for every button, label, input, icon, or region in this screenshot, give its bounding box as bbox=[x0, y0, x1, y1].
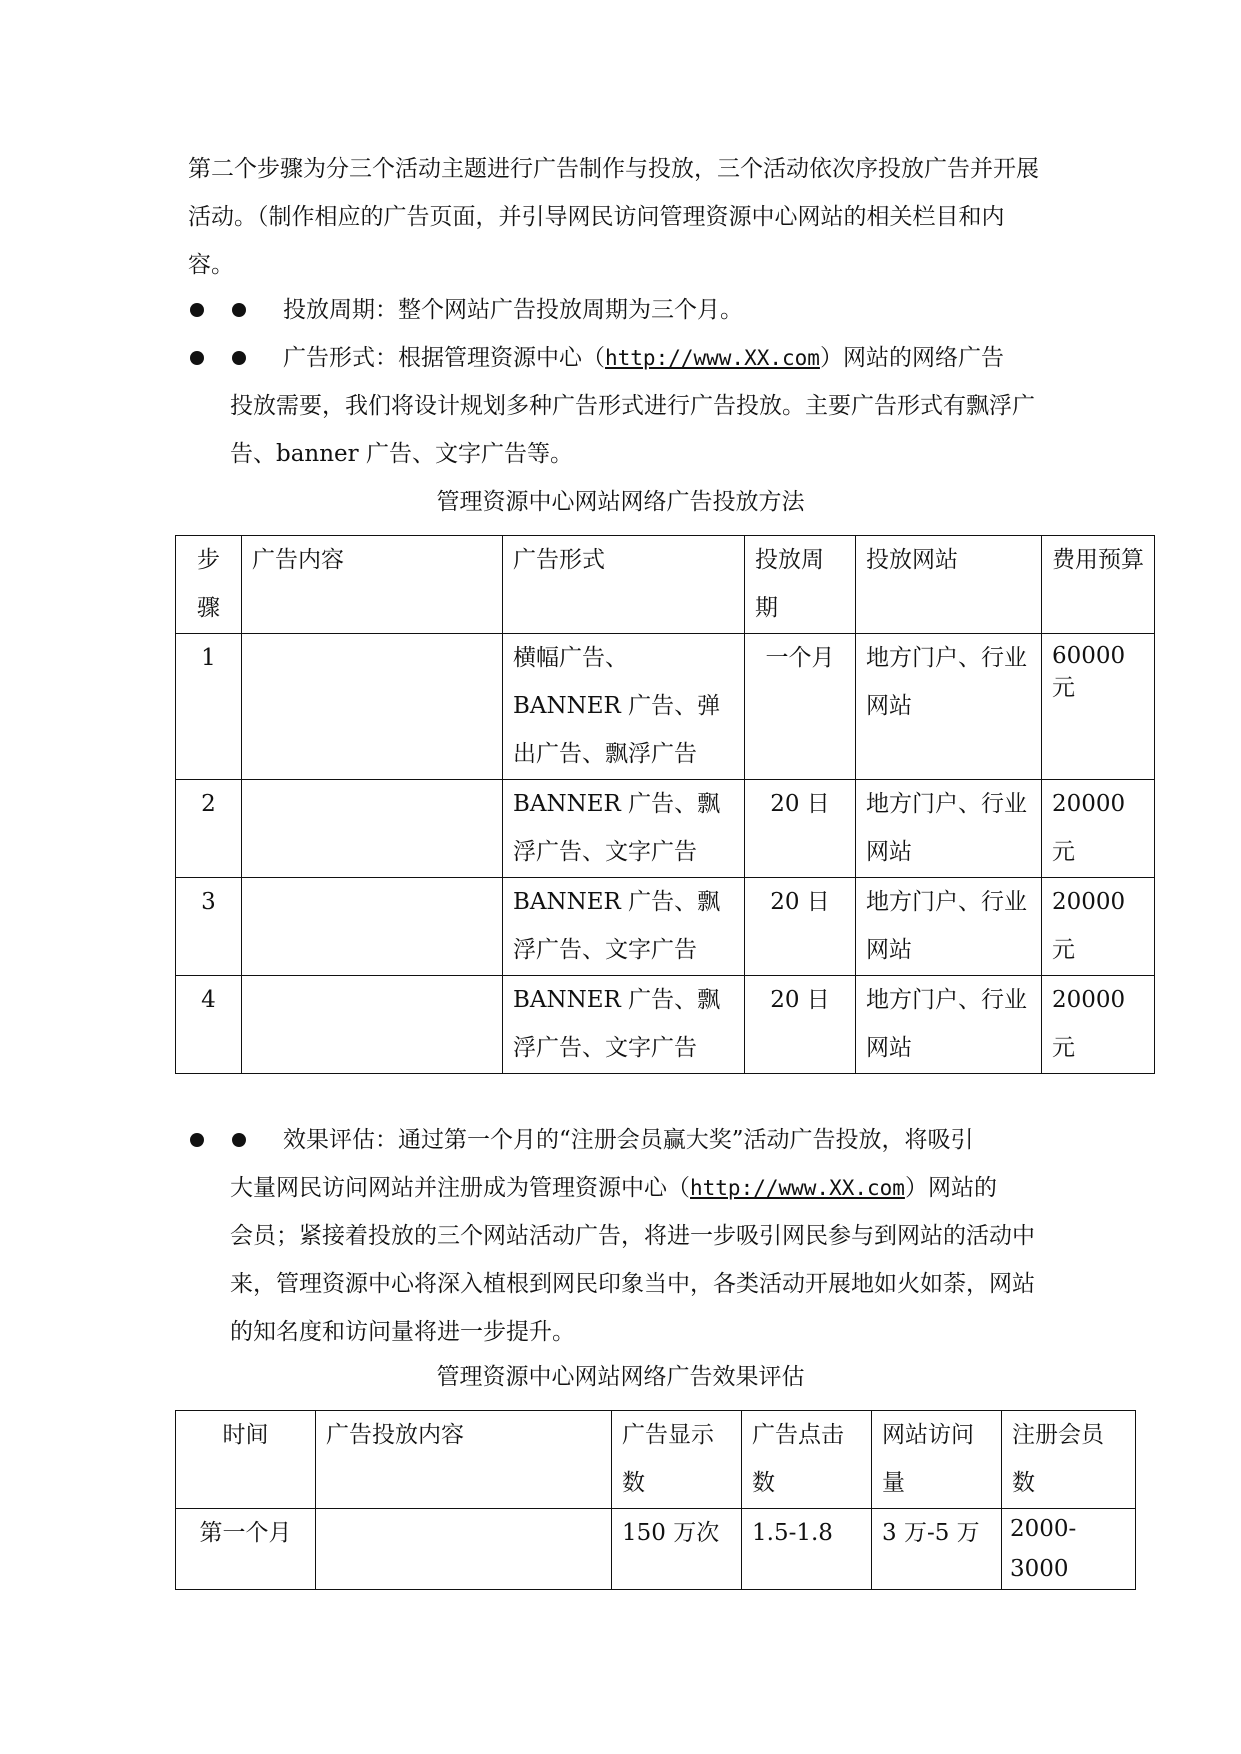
header-cell: 投放周期 bbox=[745, 536, 856, 634]
bullet-icon bbox=[232, 1133, 246, 1147]
table-cell bbox=[316, 1509, 612, 1590]
bullet-icon bbox=[232, 303, 246, 317]
table-cell bbox=[242, 780, 503, 878]
table-cell bbox=[242, 976, 503, 1074]
ad-placement-table bbox=[175, 535, 1155, 1074]
table-cell bbox=[242, 634, 503, 780]
bullet-continuation: 会员；紧接着投放的三个网站活动广告，将进一步吸引网民参与到网站的活动中来，管理资源中心将深入植根到网民印象当中，各类活动开展地如火如荼，网站的知名度和访问量将进一步提升。 bbox=[230, 1223, 1035, 1345]
ad-effect-table bbox=[175, 1410, 1136, 1590]
table1-caption: 管理资源中心网站网络广告投放方法 bbox=[436, 489, 805, 515]
table-cell: 20000 元 bbox=[1042, 878, 1155, 976]
table-cell: 地方门户、行业网站 bbox=[856, 634, 1042, 780]
table-cell: 20 日 bbox=[745, 976, 856, 1074]
table-cell: 20 日 bbox=[745, 780, 856, 878]
table-row bbox=[176, 634, 1155, 780]
table-cell: 4 bbox=[176, 976, 242, 1074]
header-cell: 步骤 bbox=[176, 536, 242, 634]
website-link[interactable]: http://www.XX.com bbox=[605, 346, 820, 370]
bullet-icon bbox=[190, 303, 204, 317]
table-cell: 2000-3000 bbox=[1002, 1509, 1136, 1590]
bullet-text: 效果评估：通过第一个月的“注册会员赢大奖”活动广告投放，将吸引 bbox=[283, 1127, 974, 1153]
bullet-text-line: 大量网民访问网站并注册成为管理资源中心（http://www.XX.com）网站的 bbox=[230, 1175, 997, 1201]
header-cell: 广告投放内容 bbox=[316, 1411, 612, 1509]
header-cell: 网站访问量 bbox=[872, 1411, 1002, 1509]
table-cell: BANNER 广告、飘浮广告、文字广告 bbox=[503, 878, 745, 976]
table-cell: 20000 元 bbox=[1042, 976, 1155, 1074]
table-cell: 150 万次 bbox=[612, 1509, 742, 1590]
bullet-icon bbox=[190, 351, 204, 365]
table-row bbox=[176, 780, 1155, 878]
header-cell: 广告显示数 bbox=[612, 1411, 742, 1509]
table-cell: 第一个月 bbox=[176, 1509, 316, 1590]
table-cell: 1 bbox=[176, 634, 242, 780]
header-cell: 投放网站 bbox=[856, 536, 1042, 634]
bullet-text-line: 广告形式：根据管理资源中心（http://www.XX.com）网站的网络广告 bbox=[283, 345, 1004, 371]
bullet-icon bbox=[232, 351, 246, 365]
header-cell: 广告内容 bbox=[242, 536, 503, 634]
table-header-row bbox=[176, 536, 1155, 634]
table-cell: 横幅广告、BANNER 广告、弹出广告、飘浮广告 bbox=[503, 634, 745, 780]
table-cell: 3 bbox=[176, 878, 242, 976]
table-row bbox=[176, 1509, 1136, 1590]
table-cell: 20000 元 bbox=[1042, 780, 1155, 878]
bullet-continuation: 投放需要，我们将设计规划多种广告形式进行广告投放。主要广告形式有飘浮广告、banner 广告、文字广告等。 bbox=[230, 393, 1035, 467]
table-row bbox=[176, 878, 1155, 976]
table-cell: 地方门户、行业网站 bbox=[856, 878, 1042, 976]
header-cell: 广告点击数 bbox=[742, 1411, 872, 1509]
table-header-row bbox=[176, 1411, 1136, 1509]
header-cell: 费用预算 bbox=[1042, 536, 1155, 634]
website-link[interactable]: http://www.XX.com bbox=[690, 1176, 905, 1200]
table-cell: BANNER 广告、飘浮广告、文字广告 bbox=[503, 780, 745, 878]
header-cell: 注册会员数 bbox=[1002, 1411, 1136, 1509]
table-cell: 地方门户、行业网站 bbox=[856, 780, 1042, 878]
bullet-text: 投放周期：整个网站广告投放周期为三个月。 bbox=[283, 297, 743, 323]
intro-paragraph: 第二个步骤为分三个活动主题进行广告制作与投放，三个活动依次序投放广告并开展活动。（制作相应的广告页面，并引导网民访问管理资源中心网站的相关栏目和内容。 bbox=[188, 156, 1039, 278]
table-cell: 一个月 bbox=[745, 634, 856, 780]
header-cell: 时间 bbox=[176, 1411, 316, 1509]
header-cell: 广告形式 bbox=[503, 536, 745, 634]
table-cell: 1.5-1.8 bbox=[742, 1509, 872, 1590]
table-cell bbox=[242, 878, 503, 976]
table-cell: 60000 元 bbox=[1042, 634, 1155, 780]
table2-caption: 管理资源中心网站网络广告效果评估 bbox=[436, 1364, 805, 1390]
table-cell: 3 万-5 万 bbox=[872, 1509, 1002, 1590]
table-row bbox=[176, 976, 1155, 1074]
table-cell: BANNER 广告、飘浮广告、文字广告 bbox=[503, 976, 745, 1074]
table-cell: 20 日 bbox=[745, 878, 856, 976]
table-cell: 2 bbox=[176, 780, 242, 878]
bullet-icon bbox=[190, 1133, 204, 1147]
table-cell: 地方门户、行业网站 bbox=[856, 976, 1042, 1074]
